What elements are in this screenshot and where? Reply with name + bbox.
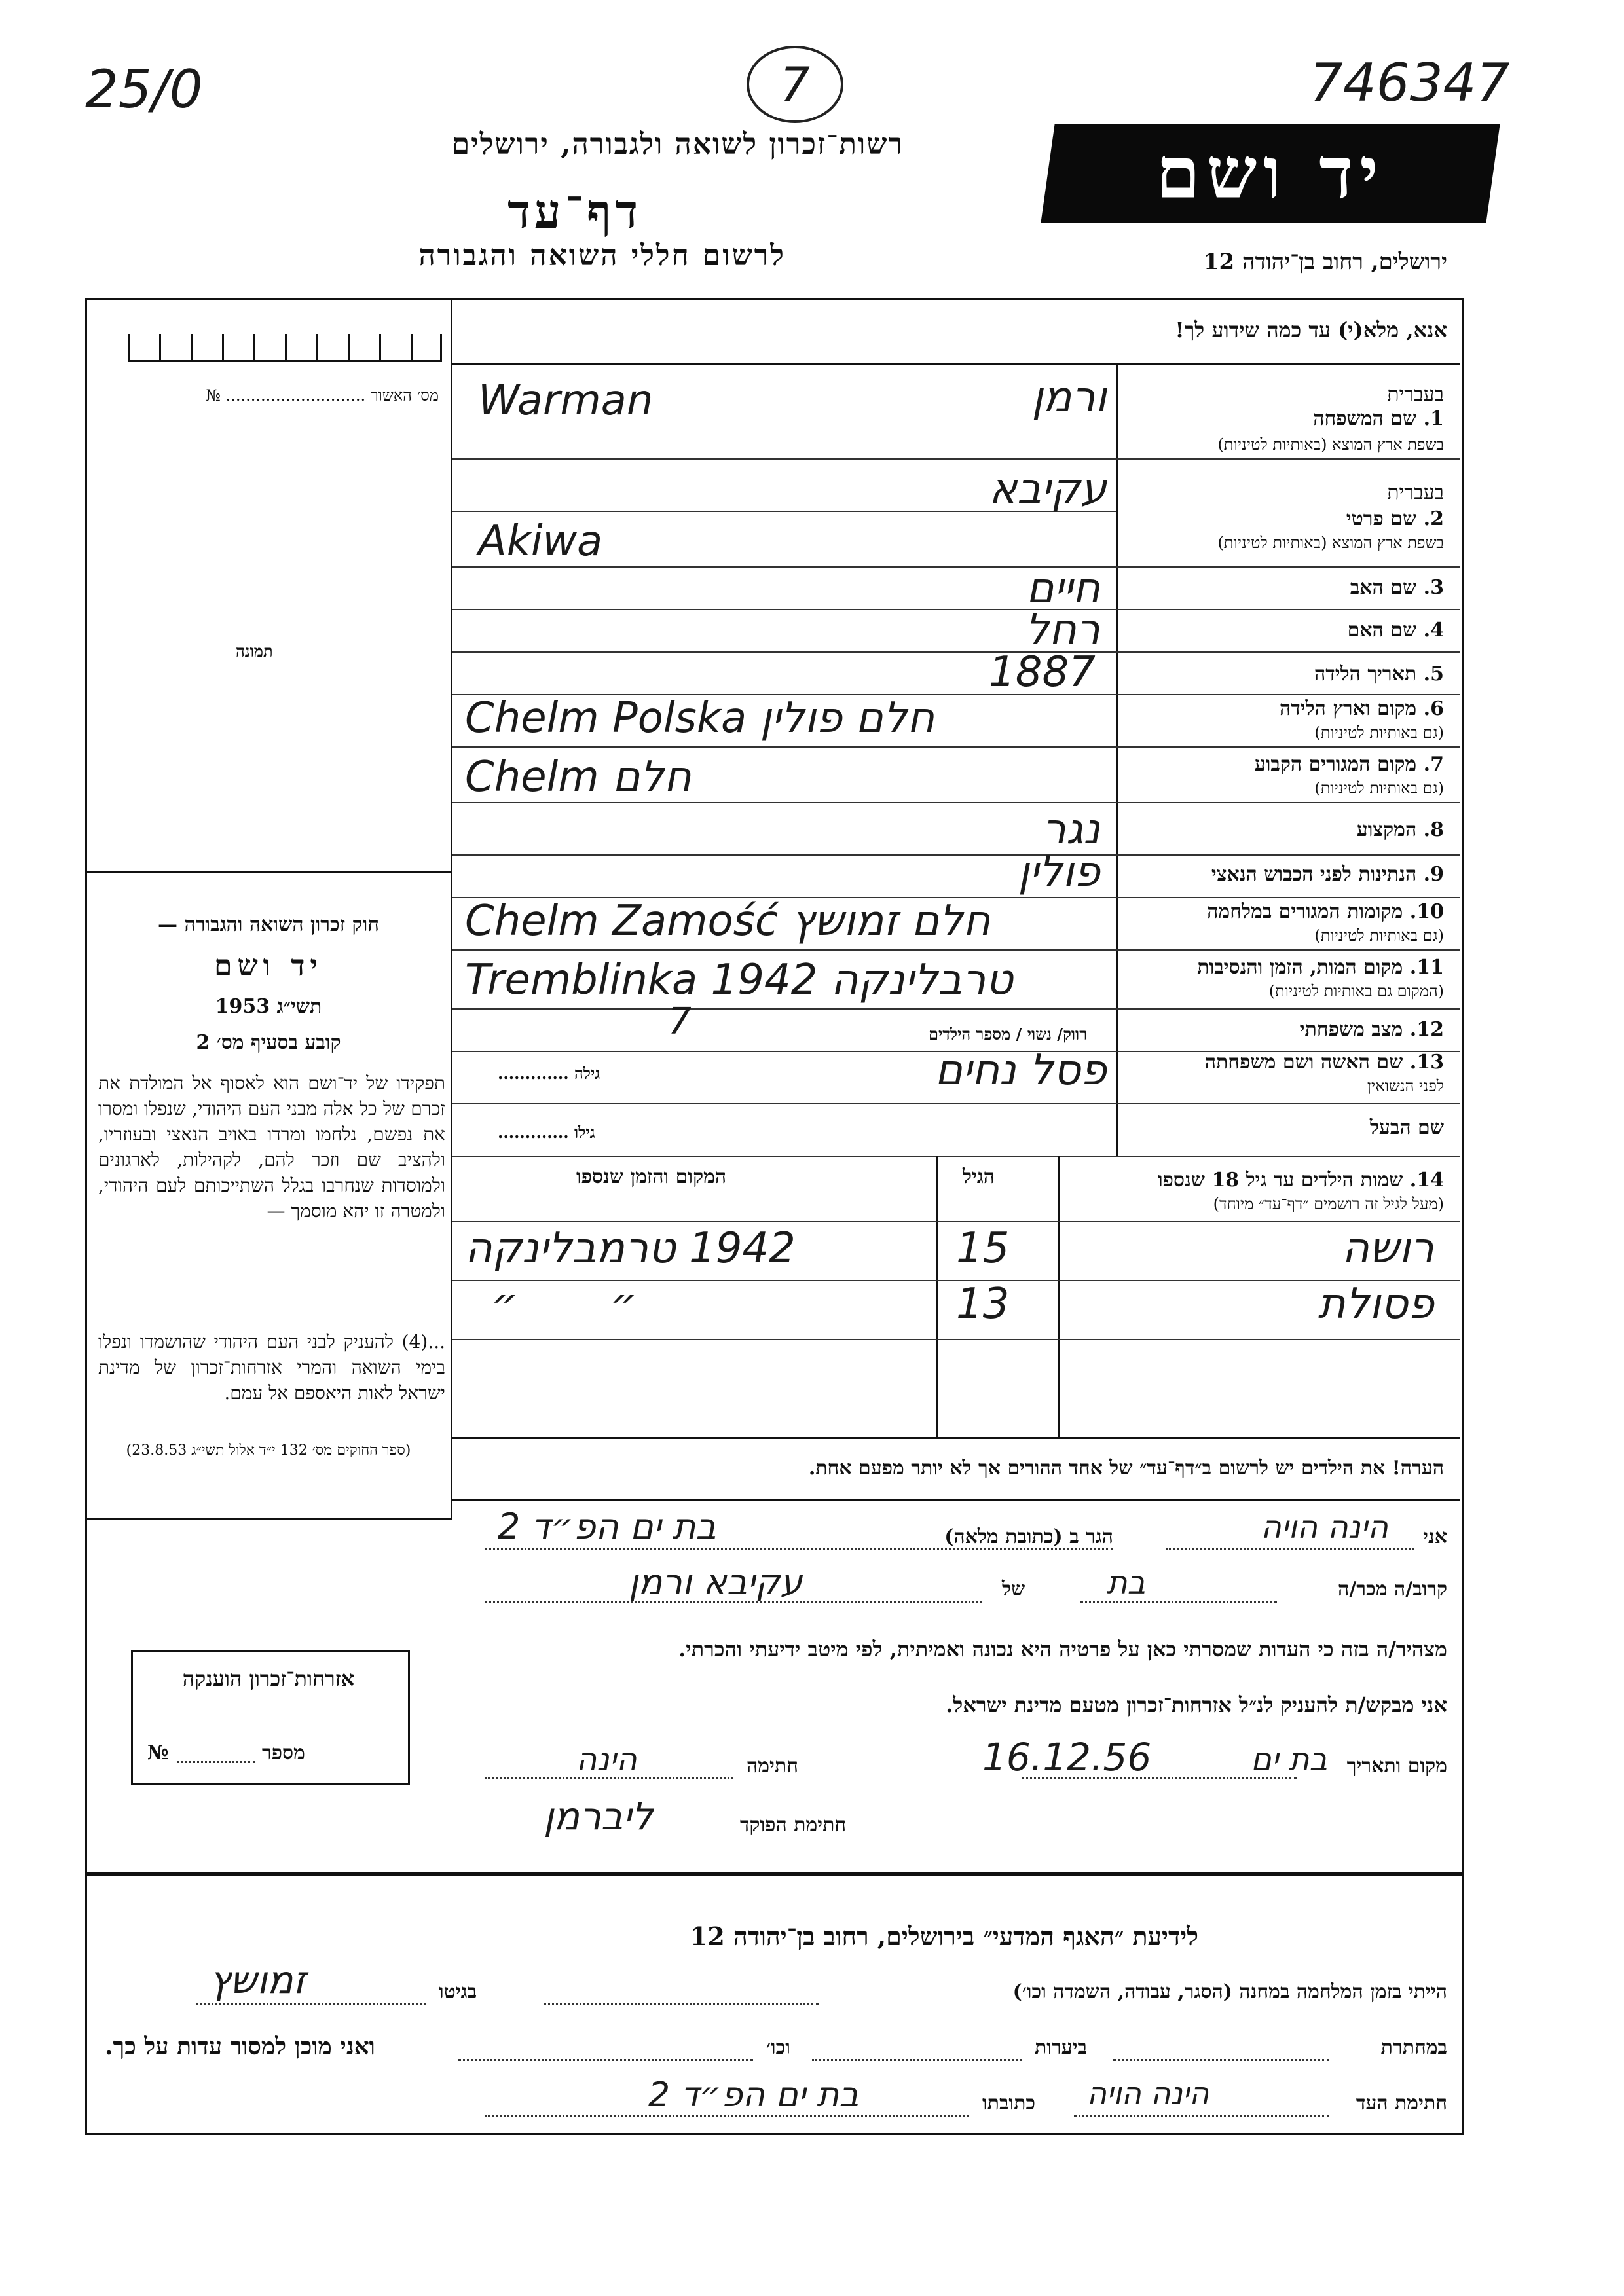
field-13-sub: לפני הנשואין <box>1367 1077 1444 1095</box>
logo-text: יד ושם <box>1156 132 1385 215</box>
child-1-place: 1942 טרמבלינקה <box>465 1224 796 1273</box>
surname-hebrew: ורמן <box>1031 373 1107 422</box>
decl-request: אני מבקש/ת להעניק לנ״ל אזרחות־זכרון מטעם מדינת ישראל. <box>946 1692 1447 1717</box>
lang-label-1: בעברית <box>1387 383 1444 406</box>
field-7-label <box>1255 753 1444 776</box>
code-ticks <box>128 334 442 362</box>
top-right-number: 746347 <box>1310 52 1510 113</box>
signature-label: חתימה <box>747 1755 798 1777</box>
age-header: הגיל <box>963 1165 995 1188</box>
child-1-name: רושה <box>1342 1224 1434 1273</box>
place-header: המקום והזמן שנספו <box>576 1165 727 1188</box>
firstname-latin: Akiwa <box>478 517 603 566</box>
law-ref: (ספר החוקים מס׳ 132 י״ד אלול תשי״ג 23.8.53) <box>126 1442 411 1459</box>
field-6-sub: (גם באותיות לטיניות) <box>1314 723 1444 742</box>
officer-signature: ליברמן <box>544 1794 654 1838</box>
field-13-num: 13. <box>1409 1051 1444 1074</box>
death-place: Tremblinka 1942 טרבלינקה <box>465 956 1013 1004</box>
firstname-hebrew: עקיבא <box>989 465 1107 513</box>
decl-date: 16.12.56 <box>982 1735 1152 1779</box>
nationality: פולין <box>1018 848 1100 896</box>
field-8-label <box>1357 818 1444 841</box>
child-1-age: 15 <box>956 1224 1010 1273</box>
field-1-num: 1. <box>1423 407 1444 430</box>
children-count: 7 <box>668 1000 692 1043</box>
child-2-age: 13 <box>956 1280 1010 1328</box>
citizenship-no-symbol: № <box>147 1741 169 1764</box>
instruction: אנא, מלא(י) עד כמה שידוע לך! <box>1175 318 1447 342</box>
relation-value: בת <box>1107 1565 1146 1601</box>
ghetto-label: בגיטו <box>439 1980 477 2003</box>
field-8-text: המקצוע <box>1356 818 1417 841</box>
field-7-num: 7. <box>1423 753 1444 776</box>
declarant-signature: הינה <box>576 1741 637 1778</box>
field-12-text: מצב משפחתי <box>1299 1018 1403 1041</box>
father-name: חיים <box>1026 564 1100 613</box>
field-11-num: 11. <box>1409 956 1444 979</box>
field-4-text: שם האם <box>1347 619 1417 642</box>
place-date-label: מקום ותאריך <box>1346 1755 1447 1777</box>
field-3-label <box>1350 576 1444 599</box>
address-line: ירושלים, רחוב בן־יהודה 12 <box>1203 249 1447 275</box>
bottom-title: לידיעת ״האגף המדעי״ בירושלים, רחוב בן־יהודה 12 <box>690 1922 1198 1951</box>
witness-sig-label: חתימת העד <box>1356 2092 1447 2115</box>
field-10-text: מקומות המגורים במלחמה <box>1207 900 1403 923</box>
field-2-num: 2. <box>1423 507 1444 530</box>
law-line2: יד ושם <box>214 949 323 983</box>
marital-options: רווק/ נשוי / מספר הילדים <box>929 1025 1087 1044</box>
husband-label: שם הבעל <box>1369 1116 1444 1139</box>
children-header-sub: (מעל לגיל זה רושמים ״דף־עד״ מיוחד) <box>1213 1195 1444 1213</box>
yad-vashem-logo <box>1041 124 1500 223</box>
husband-age-label: גילו ............. <box>498 1123 595 1142</box>
reg-number-label: מס׳ האשור ............................ № <box>206 386 439 405</box>
law-body: תפקידו של יד־ושם הוא לאסוף אל המולדת את זכרם של כל אלה מבני העם היהודי, שנפלו ומסרו את נפשם, נלחמו ומרדו באויב הנאצי ובעוזריו, ולהציב שם וזכר להם, לקהילות, לארגונים ולמוסדות שנחרבו בגלל השתייכותם לעם היהודי, ולמטרה זו יהא מוסמך — <box>98 1072 445 1222</box>
wife-name: פסל נחים <box>934 1046 1107 1095</box>
decl-place: בת ים <box>1251 1741 1328 1778</box>
children-note: הערה! את הילדים יש לרשום ב״דף־עד״ של אחד ההורים אך לא יותר מפעם אחת. <box>808 1457 1444 1480</box>
declarant-address: בת ים הפ״ד 2 <box>498 1506 716 1547</box>
field-6-text: מקום וארץ הלידה <box>1279 697 1417 720</box>
decl-address-label: הגר ב (כתובת מלאה) <box>944 1525 1113 1548</box>
field-4-num: 4. <box>1423 619 1444 642</box>
mother-name: רחל <box>1025 606 1100 654</box>
photo-label: תמונה <box>236 642 273 661</box>
field-5-text: תאריך הלידה <box>1314 663 1417 685</box>
wife-age-label: גילה ............. <box>498 1064 600 1083</box>
field-5-num: 5. <box>1423 663 1444 685</box>
field-8-num: 8. <box>1423 818 1444 841</box>
ready-text: ואני מוכן למסור עדות על כך. <box>105 2033 375 2060</box>
law-line4: קובע בסעיף מס׳ 2 <box>196 1031 341 1054</box>
law-body-2: ...(4) להעניק לבני העם היהודי שהושמדו ונפלו בימי השואה והמרי אזרחות־זכרון של מדינת ישראל לאות היאספם אל עמם. <box>98 1331 445 1404</box>
field-11-sub: (המקום גם באותיות לטיניות) <box>1268 982 1444 1000</box>
citizenship-number-label: מספר <box>262 1741 305 1764</box>
relative-label: קרוב/ה מכר/ה <box>1338 1578 1447 1601</box>
field-3-text: שם האב <box>1350 576 1417 599</box>
circle-number: 7 <box>780 57 810 112</box>
form-subtitle: לרשום חללי השואה והגבורה <box>418 239 786 272</box>
field-10-label <box>1207 900 1444 923</box>
child-2-name: פסולת <box>1318 1280 1434 1328</box>
law-line1: חוק זכרון השואה והגבורה — <box>158 913 379 936</box>
witness-address-label: כתובתו <box>982 2092 1036 2115</box>
circle-mark <box>747 46 843 123</box>
field-1-text: שם המשפחה <box>1313 407 1417 430</box>
birth-date: 1887 <box>989 648 1096 697</box>
citizenship-title: אזרחות־זכרון הוענקה <box>182 1666 355 1691</box>
field-11-label <box>1197 956 1444 979</box>
field-1-sub: בשפת ארץ המוצא (באותיות לטיניות) <box>1217 435 1444 454</box>
child-2-place: ״ ״ <box>491 1280 676 1328</box>
field-1-label <box>1313 407 1444 430</box>
field-11-text: מקום המות, הזמן והנסיבות <box>1197 956 1403 979</box>
law-line3: תשי״ג 1953 <box>215 995 322 1018</box>
field-13-text: שם האשה ושם משפחתה <box>1204 1051 1403 1074</box>
authority-name: רשות־זכרון לשואה ולגבורה, ירושלים <box>451 128 904 161</box>
field-10-sub: (גם באותיות לטיניות) <box>1314 926 1444 945</box>
field-9-text: הנתינות לפני הכבוש הנאצי <box>1211 863 1417 886</box>
residence: Chelm חלם <box>465 753 692 801</box>
children-header <box>1158 1169 1444 1192</box>
etc-label: וכו׳ <box>766 2036 790 2059</box>
declarant-name: הינה הויה <box>1261 1509 1388 1546</box>
of-name: עקיבא ורמן <box>629 1561 803 1603</box>
field-6-label <box>1280 697 1444 720</box>
field-12-label <box>1300 1018 1444 1041</box>
wife-age-text: גילה <box>574 1064 600 1083</box>
reg-no-text: מס׳ האשור <box>370 386 439 405</box>
lang-label-2: בעברית <box>1387 481 1444 504</box>
field-2-sub: בשפת ארץ המוצא (באותיות לטיניות) <box>1217 534 1444 552</box>
field-5-label <box>1314 663 1444 685</box>
field-7-text: מקום המגורים הקבוע <box>1254 753 1417 776</box>
decl-statement: מצהיר/ה בזה כי העדות שמסרתי כאן על פרטיה היא נכונה ואמיתית, לפי מיטב ידיעתי והכרתי. <box>678 1637 1447 1662</box>
decl-ani: אני <box>1423 1525 1447 1548</box>
field-6-num: 6. <box>1423 697 1444 720</box>
field-9-label <box>1211 863 1444 886</box>
shel-label: של <box>1002 1578 1025 1601</box>
witness-signature: הינה הויה <box>1087 2075 1209 2111</box>
forest-label: ביערות <box>1035 2036 1088 2059</box>
profession: נגר <box>1042 805 1100 854</box>
camp-text: הייתי בזמן המלחמה במחנה (הסגר, עבודה, השמדה וכו׳) <box>1012 1980 1447 2003</box>
birth-place: Chelm Polska חלם פולין <box>465 694 935 742</box>
wartime-residence: Chelm Zamość חלם זמושץ <box>465 897 991 945</box>
field-13-label <box>1205 1051 1444 1074</box>
field-7-sub: (גם באותיות לטיניות) <box>1314 779 1444 797</box>
witness-address: בת ים הפ״ד 2 <box>648 2075 859 2115</box>
top-left-number: 25/0 <box>85 59 203 120</box>
form-title: דף־עד <box>507 183 642 239</box>
children-header-num: 14. <box>1409 1169 1444 1192</box>
surname-latin: Warman <box>478 376 654 425</box>
officer-label: חתימת הפוקד <box>740 1813 847 1836</box>
underground-label: במחתרת <box>1380 2036 1447 2059</box>
field-4-label <box>1348 619 1444 642</box>
field-10-num: 10. <box>1409 900 1444 923</box>
field-12-num: 12. <box>1409 1018 1444 1041</box>
children-header-text: שמות הילדים עד גיל 18 שנספו <box>1157 1169 1403 1192</box>
field-2-text: שם פרטי <box>1346 507 1417 530</box>
field-2-label <box>1346 507 1444 530</box>
ghetto-value: זמושץ <box>210 1958 306 2002</box>
field-3-num: 3. <box>1423 576 1444 599</box>
field-9-num: 9. <box>1423 863 1444 886</box>
husband-age-text: גילו <box>574 1123 595 1142</box>
